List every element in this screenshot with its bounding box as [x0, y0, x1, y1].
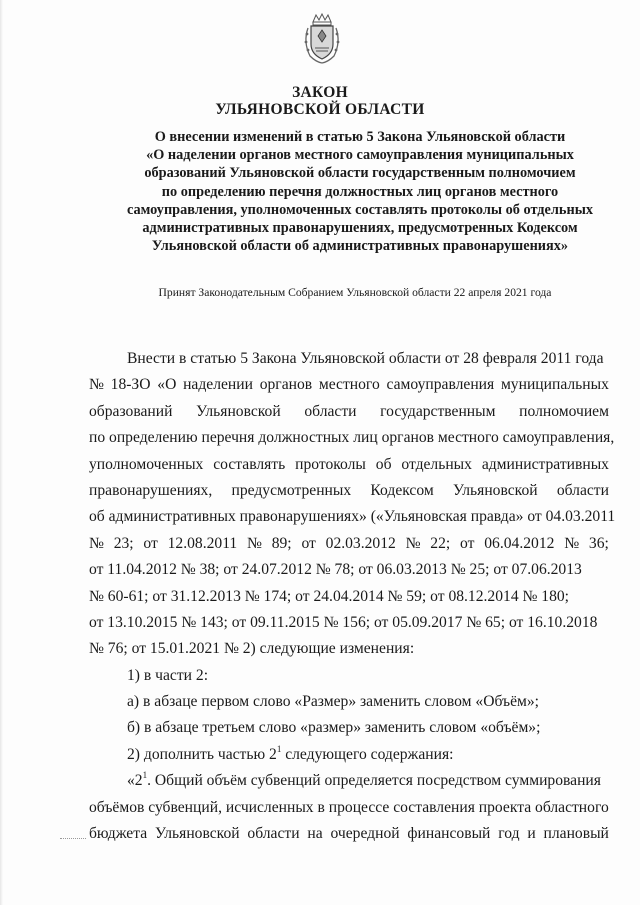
word: Кодексом — [370, 481, 434, 499]
quoted-text-line: объёмов субвенций, исчисленных в процессе составления проекта областного — [89, 798, 609, 816]
word: 23; — [113, 534, 134, 552]
word: составлять — [213, 455, 286, 473]
subject-line: Ульяновской области об административных правонарушениях» — [151, 238, 569, 255]
word: правонарушениях, — [89, 481, 213, 499]
superscript: 1 — [142, 770, 148, 781]
body-line: об административных правонарушениях» («Ульяновская правда» от 04.03.2011 — [89, 508, 616, 526]
amendment-item — [89, 742, 609, 768]
law-region: УЛЬЯНОВСКОЙ ОБЛАСТИ — [215, 101, 425, 118]
subject-line: по определению перечня должностных лиц органов местного — [161, 183, 559, 200]
word: 12.08.2011 — [167, 534, 238, 552]
word: 18-ЗО — [110, 376, 151, 394]
body-line: от 11.04.2012 № 38; от 24.07.2012 № 78; от 06.03.2013 № 25; от 07.06.2013 — [89, 561, 582, 579]
law-body — [89, 346, 616, 847]
word: 89; — [271, 534, 292, 552]
word: административных — [481, 455, 609, 473]
word: полномочием — [519, 402, 609, 420]
amendment-subitem: б) в абзаце третьем слово «размер» заменить словом «объём»; — [127, 719, 541, 737]
item-text: следующего содержания: — [281, 745, 454, 763]
word: очередной — [330, 825, 400, 843]
word: от — [143, 534, 158, 552]
item-text: 2) дополнить частью 2 — [127, 745, 277, 763]
word: «О — [157, 376, 177, 394]
body-line: от 13.10.2015 № 143; от 09.11.2015 № 156; от 05.09.2017 № 65; от 16.10.2018 — [89, 613, 598, 631]
scan-edge — [0, 0, 3, 905]
word: 22; — [430, 534, 451, 552]
amendment-item: 1) в части 2: — [127, 666, 209, 684]
body-line — [89, 478, 609, 504]
subject-line: образований Ульяновской области государственным полномочием — [144, 165, 576, 182]
word: Ульяновской — [196, 402, 281, 420]
word: образований — [89, 402, 173, 420]
body-line: по определению перечня должностных лиц органов местного самоуправления, — [89, 429, 615, 447]
superscript: 1 — [276, 743, 282, 754]
word: № — [89, 376, 104, 394]
word: наделении — [183, 376, 253, 394]
body-line: № 60-61; от 31.12.2013 № 174; от 24.04.2014 № 59; от 08.12.2014 № 180; — [89, 587, 570, 605]
body-line — [89, 399, 609, 425]
word: области — [556, 481, 609, 499]
word: протоколы — [295, 455, 366, 473]
word: муниципальных — [500, 376, 609, 394]
word: Ульяновской — [154, 825, 240, 843]
word: год — [498, 825, 520, 843]
word: органов — [259, 376, 313, 394]
body-line — [89, 452, 609, 478]
law-subject — [110, 128, 610, 255]
word: области — [304, 402, 357, 420]
quoted-text-line — [89, 768, 609, 794]
word: об — [375, 455, 392, 473]
quote-text: «2 — [127, 772, 143, 790]
subject-line: административных правонарушениях, предусмотренных Кодексом — [142, 220, 578, 237]
body-line — [89, 531, 609, 557]
word: № — [247, 534, 262, 552]
word: от — [301, 534, 316, 552]
margin-mark — [60, 838, 86, 840]
word: предусмотренных — [231, 481, 352, 499]
word: 02.03.2012 — [325, 534, 396, 552]
word: государственным — [380, 402, 496, 420]
word: самоуправления — [386, 376, 495, 394]
word: № — [564, 534, 580, 552]
word: области — [247, 825, 300, 843]
body-line — [89, 372, 609, 398]
word: отдельных — [401, 455, 472, 473]
body-line: № 76; от 15.01.2021 № 2) следующие изменения: — [89, 640, 415, 658]
word: Ульяновской — [452, 481, 538, 499]
word: № — [89, 534, 104, 552]
law-title: ЗАКОН — [292, 84, 348, 101]
word: 06.04.2012 — [484, 534, 555, 552]
word: № — [405, 534, 421, 552]
word: местного — [318, 376, 380, 394]
word: финансовый — [407, 825, 491, 843]
word: от — [460, 534, 475, 552]
word: и — [527, 825, 536, 843]
subject-line: О внесении изменений в статью 5 Закона Ульяновской области — [154, 129, 566, 145]
quote-text: . Общий объём субвенций определяется посредством суммирования — [147, 772, 601, 790]
body-line: Внести в статью 5 Закона Ульяновской области от 28 февраля 2011 года — [127, 350, 604, 367]
adoption-note: Принят Законодательным Собранием Ульяновской области 22 апреля 2021 года — [158, 286, 552, 299]
word: на — [307, 825, 323, 843]
word: 36; — [588, 534, 609, 552]
amendment-subitem: а) в абзаце первом слово «Размер» заменить словом «Объём»; — [127, 693, 540, 711]
word: бюджета — [89, 825, 148, 843]
coat-of-arms-icon — [301, 12, 343, 64]
subject-line: «О наделении органов местного самоуправления муниципальных — [146, 147, 574, 164]
quoted-text-line — [89, 821, 609, 847]
word: уполномоченных — [89, 455, 204, 473]
subject-line: самоуправления, уполномоченных составлять протоколы об отдельных — [126, 201, 594, 218]
word: плановый — [543, 825, 609, 843]
